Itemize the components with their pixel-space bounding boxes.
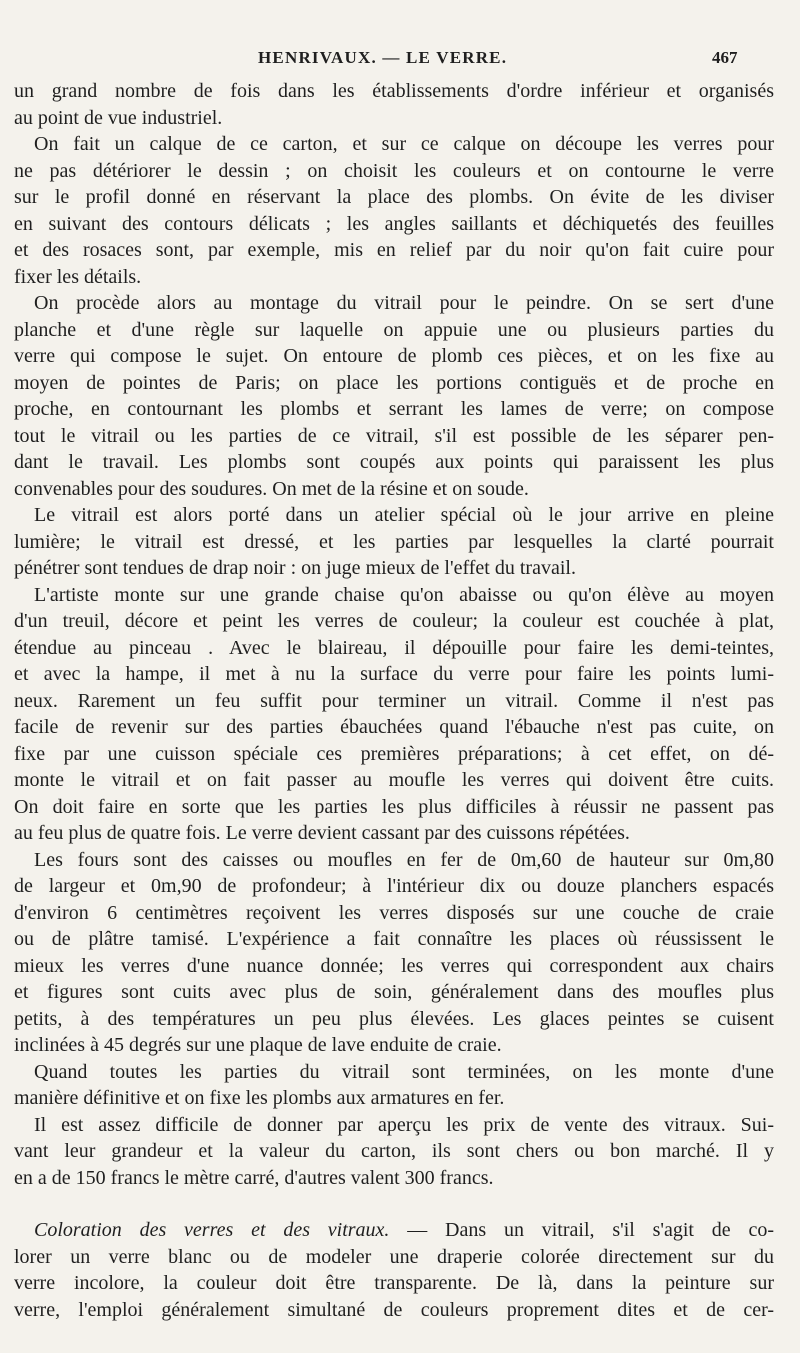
text-line: ou de plâtre tamisé. L'expérience a fait connaître les places où réussissent le: [14, 928, 774, 950]
page-number: 467: [712, 48, 738, 67]
text-line: fixe par une cuisson spéciale ces premières préparations; à cet effet, on dé-: [14, 742, 774, 765]
running-head: [0, 44, 800, 74]
text-line: Le vitrail est alors porté dans un atelier spécial où le jour arrive en pleine: [34, 504, 774, 526]
text-line: mieux les verres d'une nuance donnée; les verres qui correspondent aux chairs: [14, 954, 774, 977]
running-title: HENRIVAUX. — LE VERRE.: [258, 48, 508, 67]
text-line: pénétrer sont tendues de drap noir : on juge mieux de l'effet du travail.: [14, 557, 576, 579]
section-heading: Coloration des verres et des vitraux.: [34, 1219, 390, 1241]
text-line: un grand nombre de fois dans les établissements d'ordre inférieur et organisés: [14, 80, 774, 102]
text-line: d'un treuil, décore et peint les verres de couleur; la couleur est couchée à plat,: [14, 610, 774, 632]
text-line: planche et d'une règle sur laquelle on appuie une ou plusieurs parties du: [14, 318, 774, 341]
text-line: et des rosaces sont, par exemple, mis en relief par du noir qu'on fait cuire pour: [14, 239, 774, 261]
text-line: dant le travail. Les plombs sont coupés aux points qui paraissent les plus: [14, 451, 774, 473]
text-line: facile de revenir sur des parties ébauchées quand l'ébauche n'est pas cuite, on: [14, 716, 774, 738]
text-line: On procède alors au montage du vitrail pour le peindre. On se sert d'une: [34, 292, 774, 314]
text-line: Il est assez difficile de donner par aperçu les prix de vente des vitraux. Sui-: [34, 1113, 774, 1136]
text-line: L'artiste monte sur une grande chaise qu'on abaisse ou qu'on élève au moyen: [34, 583, 774, 606]
section-gap: [14, 1191, 774, 1217]
text-line: verre incolore, la couleur doit être transparente. De là, dans la peinture sur: [14, 1272, 774, 1294]
text-line: On fait un calque de ce carton, et sur ce calque on découpe les verres pour: [34, 133, 774, 155]
text-line: et figures sont cuits avec plus de soin, généralement dans des moufles plus: [14, 981, 774, 1003]
text-line: tout le vitrail ou les parties de ce vitrail, s'il est possible de les séparer pen-: [14, 424, 774, 447]
text-line: et avec la hampe, il met à nu la surface du verre pour faire les points lumi-: [14, 663, 774, 685]
text-line: lorer un verre blanc ou de modeler une draperie colorée directement sur du: [14, 1245, 774, 1268]
text-line: On doit faire en sorte que les parties les plus difficiles à réussir ne passent pas: [14, 795, 774, 818]
text-line: Les fours sont des caisses ou moufles en fer de 0m,60 de hauteur sur 0m,80: [34, 848, 774, 871]
text-line: monte le vitrail et on fait passer au moufle les verres qui doivent être cuits.: [14, 769, 774, 791]
text-line: en a de 150 francs le mètre carré, d'autres valent 300 francs.: [14, 1166, 494, 1189]
text-line: verre qui compose le sujet. On entoure de plomb ces pièces, et on les fixe au: [14, 345, 774, 367]
text-line: inclinées à 45 degrés sur une plaque de lave enduite de craie.: [14, 1034, 502, 1056]
text-fragment: — Dans un vitrail, s'il s'agit de co-: [407, 1219, 775, 1241]
text-line: Quand toutes les parties du vitrail sont terminées, on les monte d'une: [34, 1060, 774, 1083]
text-line: convenables pour des soudures. On met de la résine et on soude.: [14, 477, 529, 500]
text-line: fixer les détails.: [14, 265, 142, 288]
text-line: petits, à des températures un peu plus élevées. Les glaces peintes se cuisent: [14, 1007, 774, 1030]
text-line: au feu plus de quatre fois. Le verre devient cassant par des cuissons répétées.: [14, 822, 630, 844]
page-body: [14, 78, 774, 1323]
text-line: verre, l'emploi généralement simultané de couleurs proprement dites et de cer-: [14, 1298, 774, 1321]
text-line: sur le profil donné en réservant la place des plombs. On évite de les diviser: [14, 186, 774, 208]
text-line: vant leur grandeur et la valeur du carton, ils sont chers ou bon marché. Il y: [14, 1140, 774, 1162]
text-line: au point de vue industriel.: [14, 106, 223, 129]
text-line: proche, en contournant les plombs et serrant les lames de verre; on compose: [14, 398, 774, 420]
text-line: manière définitive et on fixe les plombs aux armatures en fer.: [14, 1087, 505, 1109]
text-line: en suivant des contours délicats ; les angles saillants et déchiquetés des feuilles: [14, 212, 774, 235]
section-first-line: [14, 1217, 774, 1244]
text-line: ne pas détériorer le dessin ; on choisit les couleurs et on contourne le verre: [14, 159, 774, 182]
text-line: lumière; le vitrail est dressé, et les parties par lesquelles la clarté pourrait: [14, 530, 774, 553]
text-line: de largeur et 0m,90 de profondeur; à l'intérieur dix ou douze planchers espacés: [14, 875, 774, 897]
text-line: moyen de pointes de Paris; on place les portions contiguës et de proche en: [14, 371, 774, 394]
text-line: étendue au pinceau . Avec le blaireau, il dépouille pour faire les demi-teintes,: [14, 636, 774, 659]
text-line: d'environ 6 centimètres reçoivent les verres disposés sur une couche de craie: [14, 901, 774, 924]
text-line: neux. Rarement un feu suffit pour terminer un vitrail. Comme il n'est pas: [14, 689, 774, 712]
